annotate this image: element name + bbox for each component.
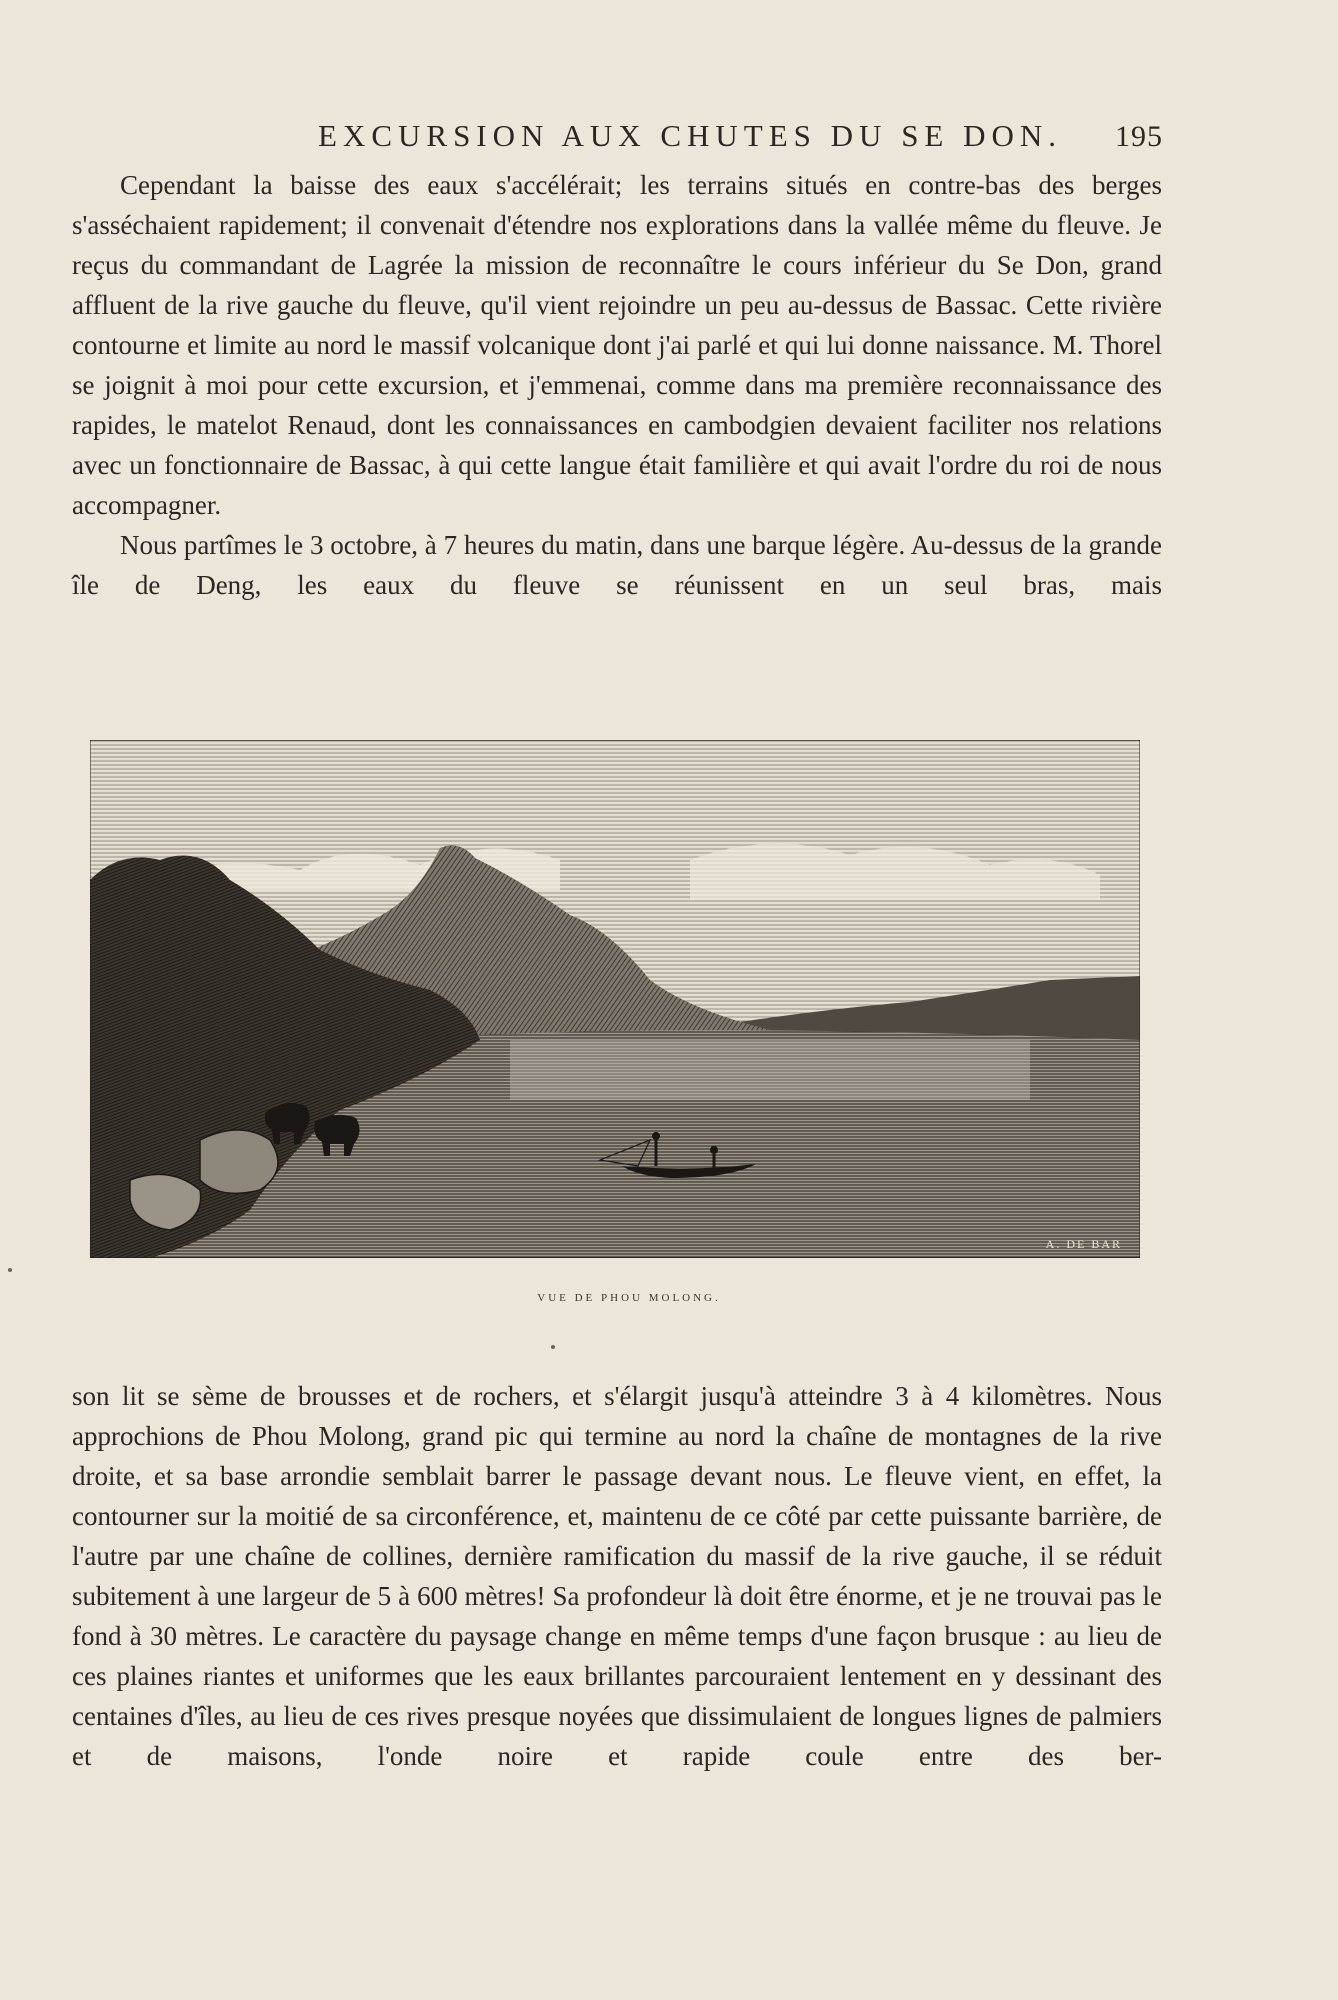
figure-caption: VUE DE PHOU MOLONG. (537, 1292, 721, 1304)
running-head (0, 118, 1338, 158)
page-number: 195 (1115, 120, 1163, 153)
artist-signature: A. DE BAR (1045, 1237, 1122, 1251)
engraving-svg (90, 740, 1140, 1258)
bottom-text-block (72, 1376, 1162, 1776)
paper-speck (8, 1268, 12, 1272)
running-title: EXCURSION AUX CHUTES DU SE DON. (318, 118, 1063, 153)
paragraph-3: son lit se sème de brousses et de rochers, et s'élargit jusqu'à atteindre 3 à 4 kilomètres. Nous approchions de Phou Molong, grand pic qui termine au nord la chaîne de montagnes de la rive droite, et sa base arrondie semblait barrer le passage devant nous. Le fleuve vient, en effet, la contourner sur la moitié de sa circonférence, et, maintenu de ce côté par cette puissante barrière, de l'autre par une chaîne de collines, dernière ramification du massif de la rive gauche, il se réduit subitement à une largeur de 5 à 600 mètres! Sa profondeur là doit être énorme, et je ne trouvai pas le fond à 30 mètres. Le caractère du paysage change en même temps d'une façon brusque : au lieu de ces plaines riantes et uniformes que les eaux brillantes parcouraient lentement en y dessinant des centaines d'îles, au lieu de ces rives presque noyées que dissimulaient de longues lignes de palmiers et de maisons, l'onde noire et rapide coule entre des ber- (72, 1381, 1162, 1771)
top-text-block (72, 165, 1162, 605)
paragraph-2: Nous partîmes le 3 octobre, à 7 heures du matin, dans une barque légère. Au-dessus de la grande île de Deng, les eaux du fleuve se réunissent en un seul bras, mais (72, 530, 1162, 600)
paper-speck (551, 1345, 555, 1349)
paragraph-1: Cependant la baisse des eaux s'accélérait; les terrains situés en contre-bas des berges s'asséchaient rapidement; il convenait d'étendre nos explorations dans la vallée même du fleuve. Je reçus du commandant de Lagrée la mission de reconnaître le cours inférieur du Se Don, grand affluent de la rive gauche du fleuve, qu'il vient rejoindre un peu au-dessus de Bassac. Cette rivière contourne et limite au nord le massif volcanique dont j'ai parlé et qui lui donne naissance. M. Thorel se joignit à moi pour cette excursion, et j'emmenai, comme dans ma première reconnaissance des rapides, le matelot Renaud, dont les connaissances en cambodgien devaient faciliter nos relations avec un fonctionnaire de Bassac, à qui cette langue était familière et qui avait l'ordre du roi de nous accompagner. (72, 170, 1162, 520)
engraving-illustration (90, 740, 1140, 1258)
